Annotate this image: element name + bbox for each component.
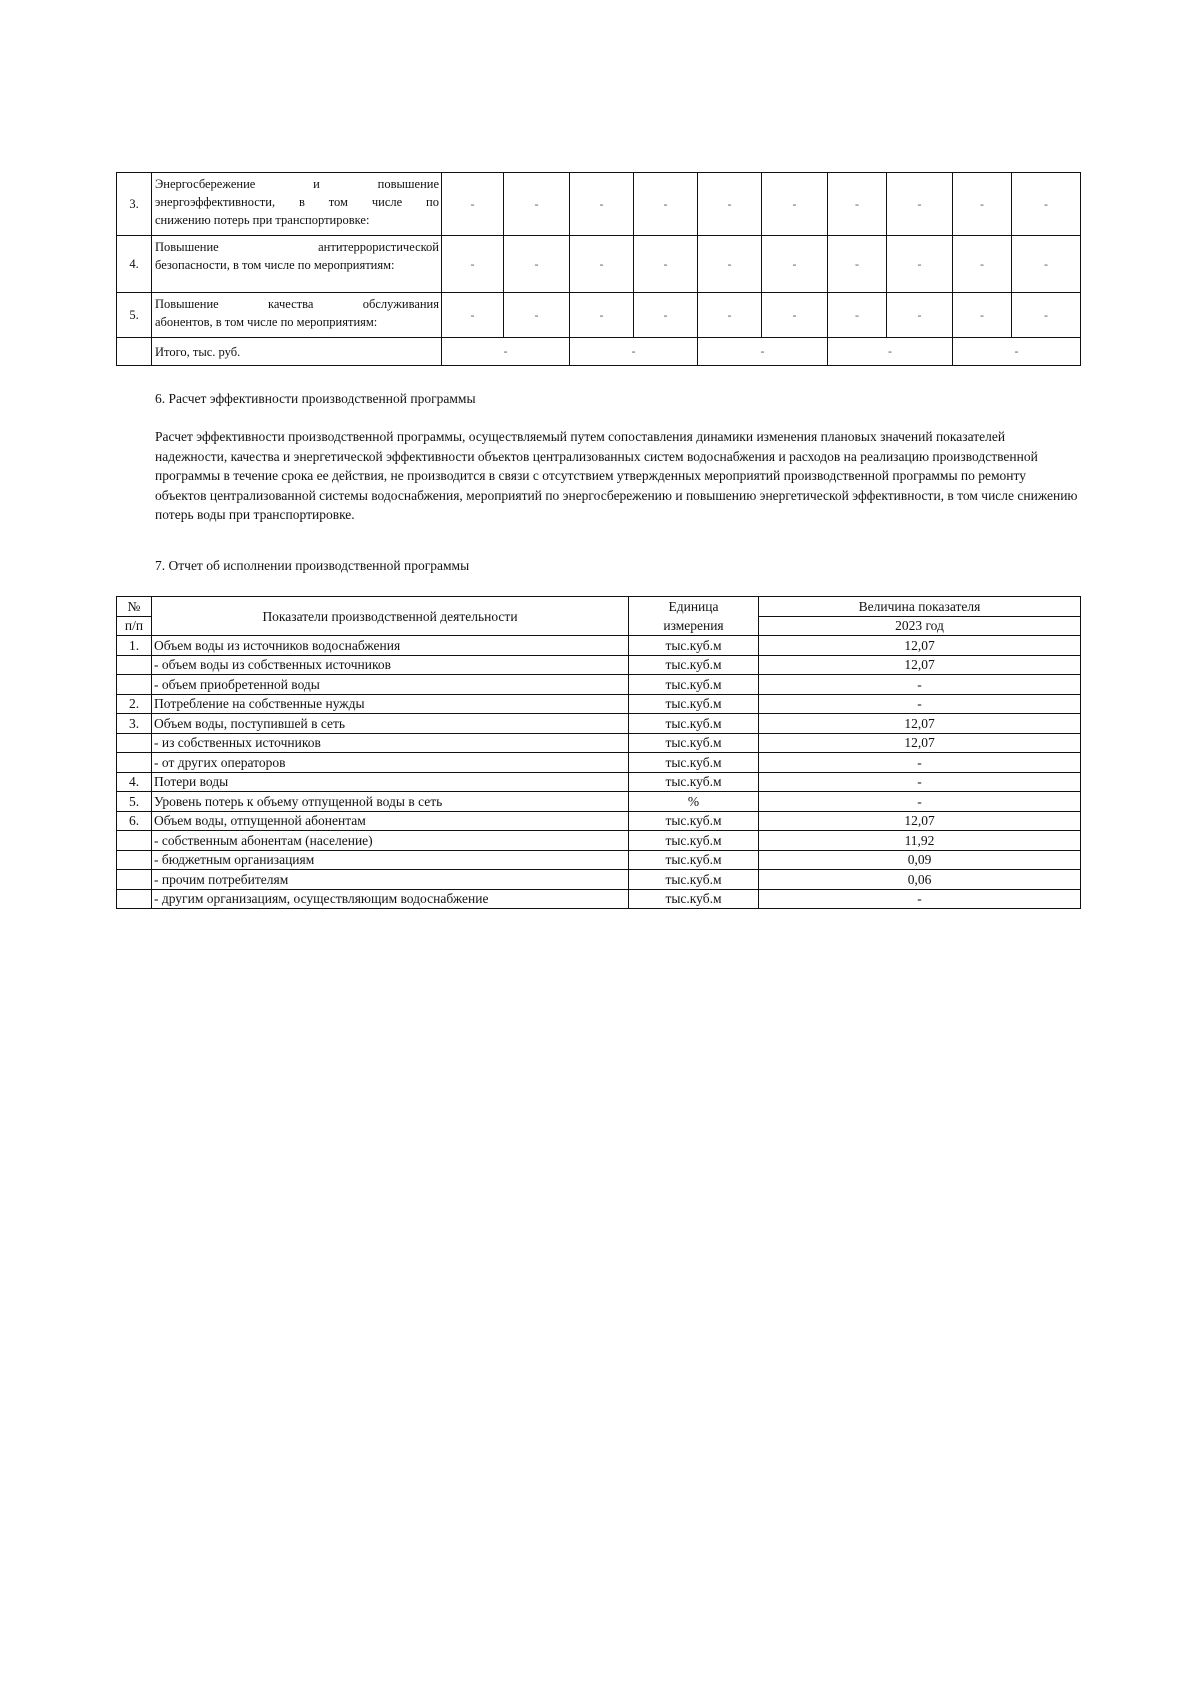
row-number <box>117 850 152 870</box>
table-row <box>117 792 1081 812</box>
row-number: 5. <box>117 293 152 338</box>
row-unit: тыс.куб.м <box>629 850 759 870</box>
table-row <box>117 753 1081 773</box>
row-value: - <box>759 889 1081 909</box>
row-indicator: Объем воды, отпущенной абонентам <box>152 811 629 831</box>
row-number: 3. <box>117 714 152 734</box>
table-row <box>117 694 1081 714</box>
table-row <box>117 236 1081 293</box>
value-cell: - <box>634 173 698 236</box>
row-number <box>117 655 152 675</box>
value-cell: - <box>570 173 634 236</box>
total-row <box>117 338 1081 366</box>
row-value: 12,07 <box>759 811 1081 831</box>
row-number <box>117 831 152 851</box>
row-number <box>117 675 152 695</box>
row-value: 12,07 <box>759 733 1081 753</box>
value-cell: - <box>953 236 1012 293</box>
total-cell: - <box>442 338 570 366</box>
row-value: 12,07 <box>759 655 1081 675</box>
row-number <box>117 870 152 890</box>
row-unit: тыс.куб.м <box>629 870 759 890</box>
header-num: № <box>117 597 152 617</box>
row-number: 2. <box>117 694 152 714</box>
value-cell: - <box>762 173 828 236</box>
value-cell: - <box>828 293 887 338</box>
value-cell: - <box>887 236 953 293</box>
row-value: - <box>759 753 1081 773</box>
total-label: Итого, тыс. руб. <box>152 338 442 366</box>
row-indicator: Потери воды <box>152 772 629 792</box>
row-indicator: Объем воды из источников водоснабжения <box>152 636 629 656</box>
row-value: - <box>759 675 1081 695</box>
table-row <box>117 733 1081 753</box>
row-unit: тыс.куб.м <box>629 811 759 831</box>
table-row <box>117 675 1081 695</box>
table-row <box>117 293 1081 338</box>
section-6-paragraph: Расчет эффективности производственной программы, осуществляемый путем сопоставления динамики изменения плановых значений показателей надежности, качества и энергетической эффективности объектов централизованных систем водоснабжения и расходов на реализацию производственной программы в течение срока ее действия, не производится в связи с отсутствием утвержденных мероприятий производственной программы по ремонту объектов централизованной системы водоснабжения, мероприятий по энергосбережению и повышению энергетической эффективности, в том числе снижению потерь воды при транспортировке. <box>155 429 1078 523</box>
section-7-heading: 7. Отчет об исполнении производственной программы <box>155 558 470 573</box>
row-unit: тыс.куб.м <box>629 655 759 675</box>
header-num: п/п <box>117 616 152 636</box>
value-cell: - <box>1012 293 1081 338</box>
table-row <box>117 831 1081 851</box>
table-header-row <box>117 597 1081 617</box>
header-unit: Единица <box>629 597 759 617</box>
row-unit: тыс.куб.м <box>629 889 759 909</box>
row-value: - <box>759 792 1081 812</box>
total-cell: - <box>953 338 1081 366</box>
row-description: Повышение антитеррористической безопасности, в том числе по мероприятиям: <box>152 236 442 293</box>
row-number <box>117 753 152 773</box>
row-description: Энергосбережение и повышение энергоэффективности, в том числе по снижению потерь при транспортировке: <box>152 173 442 236</box>
row-value: - <box>759 772 1081 792</box>
value-cell: - <box>504 293 570 338</box>
header-indicators: Показатели производственной деятельности <box>152 597 629 636</box>
measures-table <box>116 172 1081 366</box>
table-row <box>117 889 1081 909</box>
row-number <box>117 733 152 753</box>
value-cell: - <box>504 173 570 236</box>
row-unit: тыс.куб.м <box>629 733 759 753</box>
value-cell: - <box>1012 173 1081 236</box>
row-value: 11,92 <box>759 831 1081 851</box>
value-cell: - <box>634 236 698 293</box>
table-row <box>117 636 1081 656</box>
row-value: 12,07 <box>759 636 1081 656</box>
section-6-heading: 6. Расчет эффективности производственной программы <box>155 391 476 406</box>
row-indicator: - собственным абонентам (население) <box>152 831 629 851</box>
row-unit: тыс.куб.м <box>629 772 759 792</box>
program-report-table <box>116 596 1081 909</box>
value-cell: - <box>828 173 887 236</box>
row-unit: тыс.куб.м <box>629 694 759 714</box>
table-row <box>117 714 1081 734</box>
row-value: 0,06 <box>759 870 1081 890</box>
value-cell: - <box>698 236 762 293</box>
row-indicator: - другим организациям, осуществляющим водоснабжение <box>152 889 629 909</box>
value-cell: - <box>1012 236 1081 293</box>
value-cell: - <box>442 236 504 293</box>
table-row <box>117 772 1081 792</box>
table-row <box>117 173 1081 236</box>
row-indicator: Уровень потерь к объему отпущенной воды в сеть <box>152 792 629 812</box>
value-cell: - <box>887 173 953 236</box>
row-number: 3. <box>117 173 152 236</box>
value-cell: - <box>504 236 570 293</box>
row-description: Повышение качества обслуживания абонентов, в том числе по мероприятиям: <box>152 293 442 338</box>
table-row <box>117 655 1081 675</box>
value-cell: - <box>698 293 762 338</box>
value-cell: - <box>442 173 504 236</box>
value-cell: - <box>570 293 634 338</box>
row-number: 5. <box>117 792 152 812</box>
value-cell: - <box>828 236 887 293</box>
row-value: 0,09 <box>759 850 1081 870</box>
row-value: 12,07 <box>759 714 1081 734</box>
row-unit: тыс.куб.м <box>629 831 759 851</box>
row-indicator: Объем воды, поступившей в сеть <box>152 714 629 734</box>
row-indicator: - из собственных источников <box>152 733 629 753</box>
value-cell: - <box>953 293 1012 338</box>
row-indicator: - от других операторов <box>152 753 629 773</box>
value-cell: - <box>887 293 953 338</box>
row-indicator: - бюджетным организациям <box>152 850 629 870</box>
row-number <box>117 889 152 909</box>
value-cell: - <box>762 293 828 338</box>
total-cell: - <box>828 338 953 366</box>
row-indicator: - объем приобретенной воды <box>152 675 629 695</box>
total-cell: - <box>570 338 698 366</box>
value-cell: - <box>953 173 1012 236</box>
header-unit: измерения <box>629 616 759 636</box>
row-indicator: - прочим потребителям <box>152 870 629 890</box>
row-number <box>117 338 152 366</box>
table-row <box>117 870 1081 890</box>
row-unit: тыс.куб.м <box>629 753 759 773</box>
row-number: 1. <box>117 636 152 656</box>
value-cell: - <box>634 293 698 338</box>
total-cell: - <box>698 338 828 366</box>
row-indicator: Потребление на собственные нужды <box>152 694 629 714</box>
value-cell: - <box>570 236 634 293</box>
row-unit: % <box>629 792 759 812</box>
row-number: 4. <box>117 236 152 293</box>
row-value: - <box>759 694 1081 714</box>
table-row <box>117 811 1081 831</box>
row-indicator: - объем воды из собственных источников <box>152 655 629 675</box>
report-table-body <box>117 636 1081 909</box>
row-number: 6. <box>117 811 152 831</box>
value-cell: - <box>442 293 504 338</box>
row-unit: тыс.куб.м <box>629 636 759 656</box>
header-year: 2023 год <box>759 616 1081 636</box>
row-unit: тыс.куб.м <box>629 675 759 695</box>
value-cell: - <box>762 236 828 293</box>
row-unit: тыс.куб.м <box>629 714 759 734</box>
table-row <box>117 850 1081 870</box>
value-cell: - <box>698 173 762 236</box>
header-value-title: Величина показателя <box>759 597 1081 617</box>
row-number: 4. <box>117 772 152 792</box>
